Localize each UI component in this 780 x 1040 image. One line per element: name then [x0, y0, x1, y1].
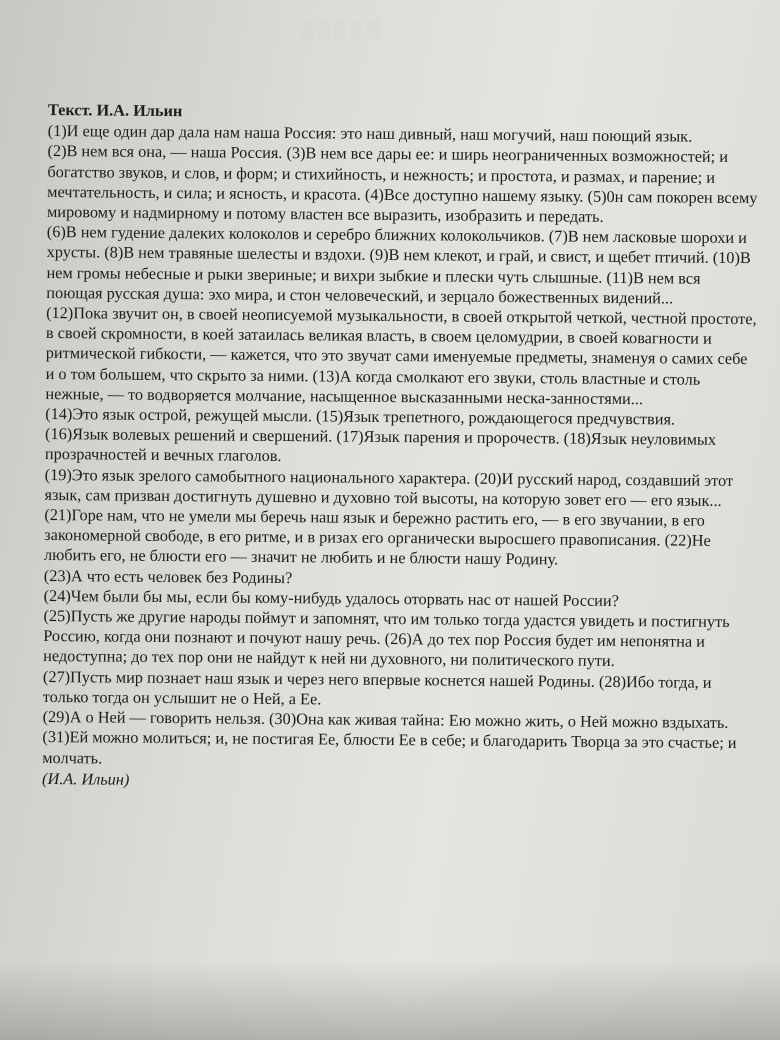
paragraph-7: (19)Это язык зрелого самобытного национального характера. (20)И русский народ, создавший этот язык, сам призван достигнуть душевно и духовно той высоты, на которую зовет его — его язык...	[44, 464, 734, 510]
paragraph-6: (16)Язык волевых решений и свершений. (17)Язык парения и пророчеств. (18)Язык неуловимых прозрачностей и вечных глаголов.	[44, 424, 717, 466]
bleed-through-mark: ▒▒▒▒▒	[299, 17, 385, 41]
author-signature: (И.А. Ильин)	[41, 768, 130, 789]
paragraph-2: (2)В нем вся она, — наша Россия. (3)В нем все дары ее: и ширь неограниченных возможностей; и богатство звуков, и слов, и форм; и стихийность, и нежность; и простота, и размах, и парение; и мечтательность, и сила; и ясность, и красота. (4)Все доступно нашему языку. (5)0н сам покорен всему мировому и надмирному и потому властен все выразить, изобразить и передать.	[46, 141, 758, 226]
paragraph-1: (1)И еще один дар дала нам наша Россия: это наш дивный, наш могучий, наш поющий язык.	[47, 121, 693, 146]
paragraph-8: (21)Горе нам, что не умели мы беречь наш язык и бережно растить его, — в его звучании, в его закономерной свободе, в его ритме, и в ризах его органически выросшего правописания. (22)Не любить его, не блюсти его — значит не любить и не блюсти нашу Родину.	[43, 505, 711, 569]
document-title: Текст. И.А. Ильин	[47, 100, 183, 121]
document-body	[42, 100, 760, 795]
paragraph-4: (12)Пока звучит он, в своей неописуемой музыкальности, в своей открытой четкой, честной простоте, в своей скромности, в коей затаилась великая власть, в своем целомудрии, в своей ковагности и ритмической гибкости, — кажется, что это звучат сами именуемые предметы, знаменуя о самих себе и о том большем, что скрыто за ними. (13)А когда смолкают его звуки, столь властные и столь нежные, — то водворяется молчание, насыщенное высказанными неска-занностями...	[45, 303, 757, 409]
photo-shadow	[0, 960, 780, 1040]
paragraph-12: (27)Пусть мир познает наш язык и через него впервые коснется нашей Родины. (28)Ибо тогда, и только тогда он услышит не о Ней, а Ее.	[42, 666, 712, 709]
paragraph-13: (29)А о Ней — говорить нельзя. (30)Она как живая тайна: Ею можно жить, о Ней можно вздыхать. (31)Ей можно молиться; и, не постигая Ее, блюсти Ее в себе; и благодарить Творца за это счастье; и молчать.	[42, 707, 737, 767]
paragraph-10: (24)Чем были бы мы, если бы кому-нибудь удалось оторвать нас от нашей России?	[43, 585, 619, 610]
paragraph-5: (14)Это язык острой, режущей мысли. (15)Язык трепетного, рождающегося предчувствия.	[45, 404, 676, 429]
paragraph-9: (23)А что есть человек без Родины?	[43, 565, 293, 587]
paragraph-11: (25)Пусть же другие народы поймут и запомнят, что им только тогда удастся увидеть и постигнуть Россию, когда они познают и почуют нашу речь. (26)А до тех пор Россия будет им непонятна и недоступна; до тех пор они не найдут к ней ни духовного, ни политического пути.	[43, 606, 730, 671]
paragraph-3: (6)В нем гудение далеких колоколов и серебро ближних колокольчиков. (7)В нем ласковые шорохи и хрусты. (8)В нем травяные шелесты и вздохи. (9)В нем клекот, и грай, и свист, и щебет птичий. (10)В нем громы небесные и рыки звериные; и вихри зыбкие и плески чуть слышные. (11)В нем вся поющая русская душа: эхо мира, и стон человеческий, и зерцало божественных видений...	[46, 222, 751, 308]
